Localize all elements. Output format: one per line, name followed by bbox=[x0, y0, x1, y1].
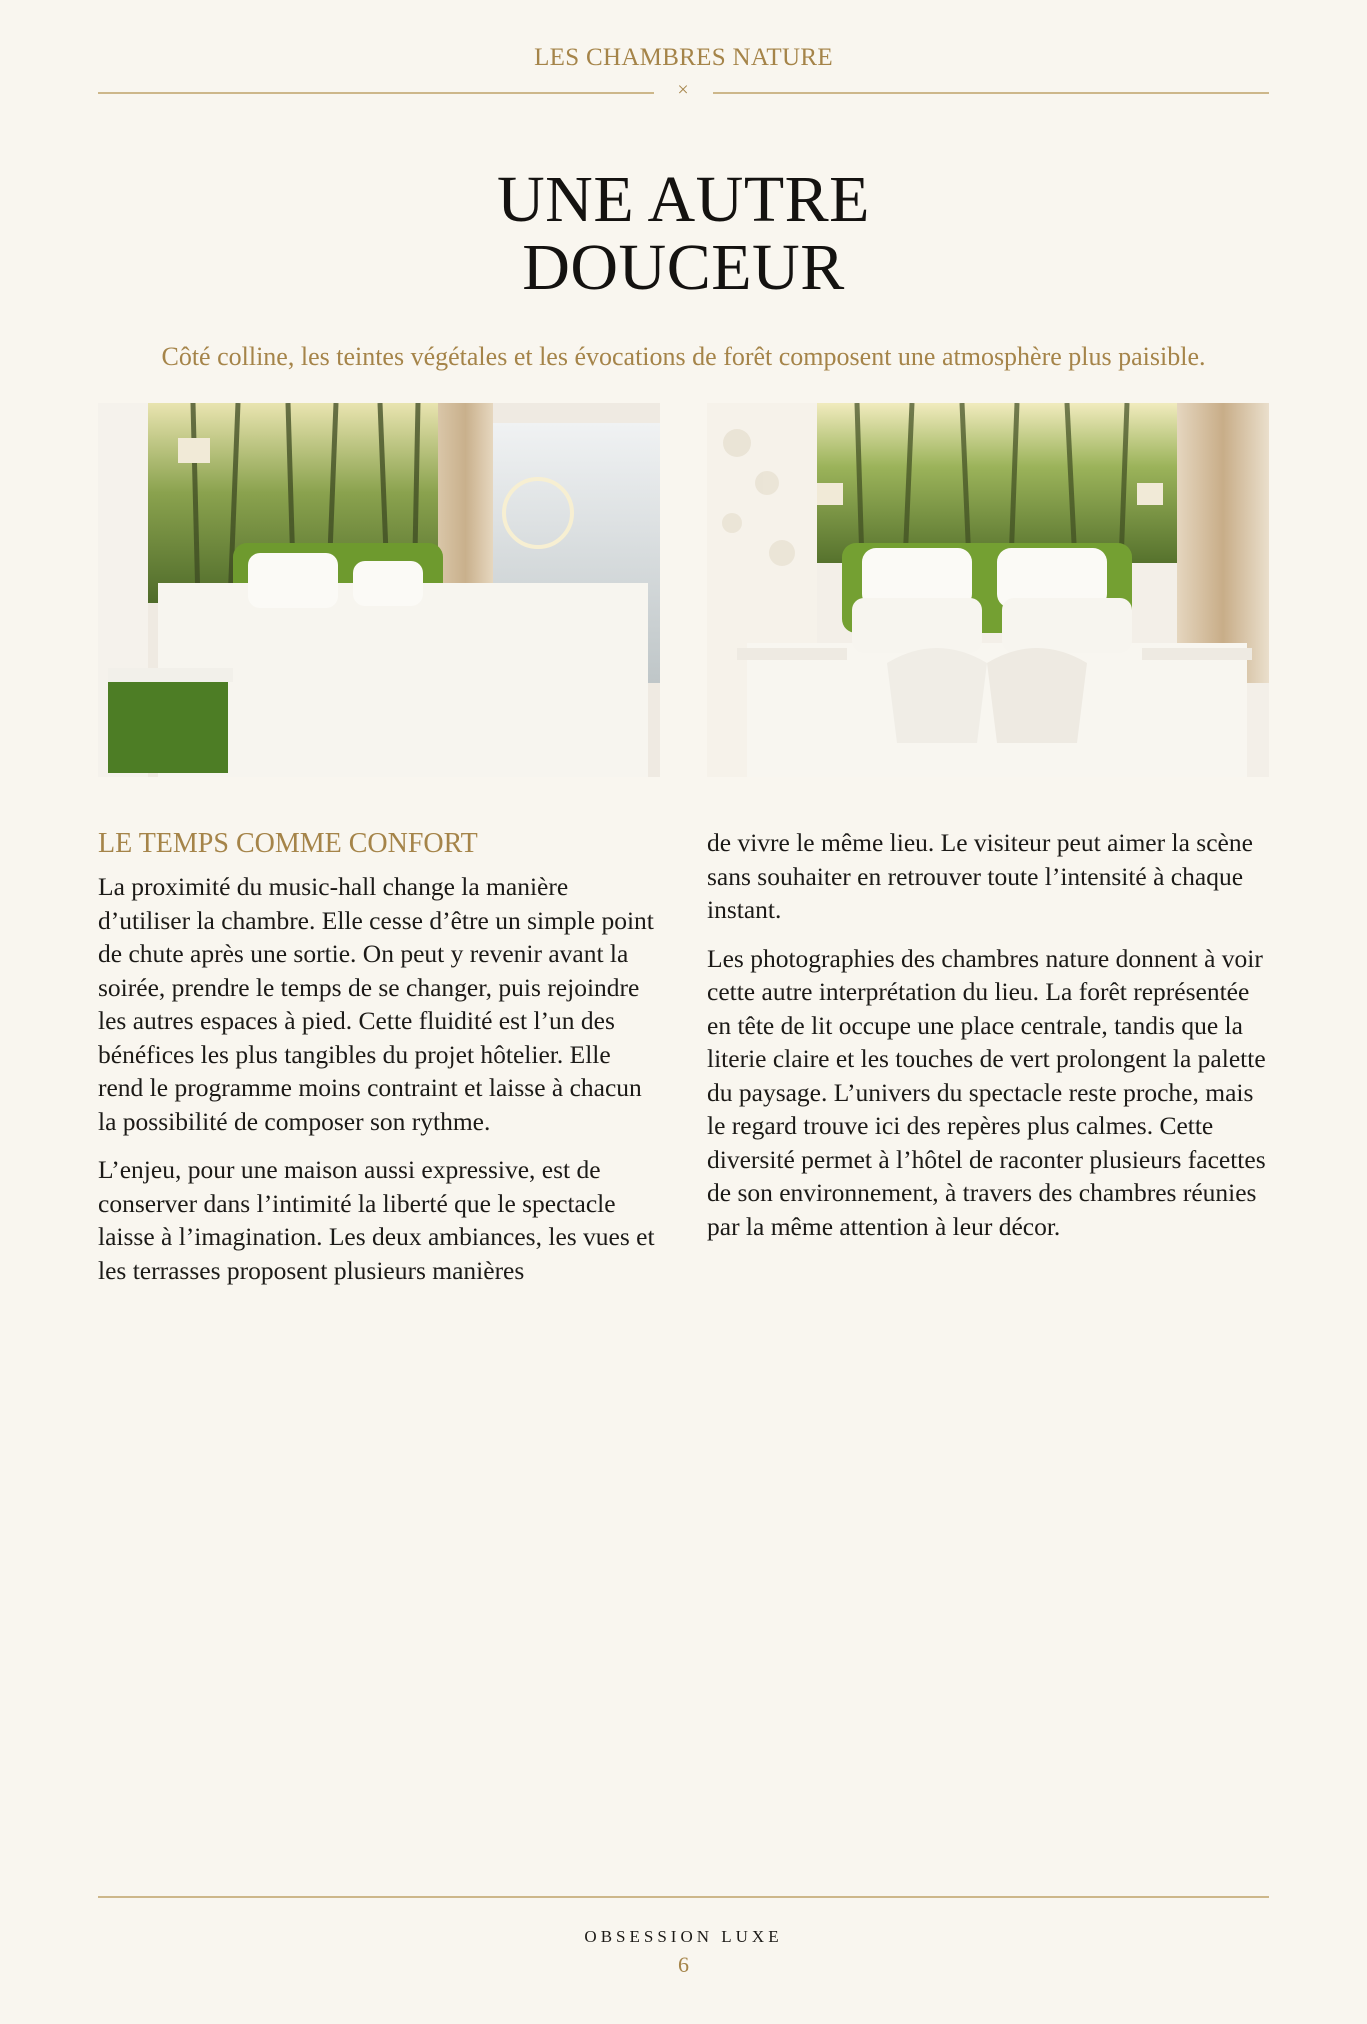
page-title bbox=[98, 163, 1269, 304]
header-rule-left bbox=[98, 92, 654, 94]
footer-brand: OBSESSION LUXE bbox=[584, 1927, 783, 1946]
article-paragraph: L’enjeu, pour une maison aussi expressive, est de conserver dans l’intimité la liberté que le spectacle laisse à l’imagination. Les deux ambiances, les vues et les terrasses proposent plusieurs manières bbox=[98, 1155, 655, 1285]
header-ornament-icon: × bbox=[677, 79, 689, 101]
section-heading: LE TEMPS COMME CONFORT bbox=[98, 828, 478, 859]
bedroom-bathrobes-photo bbox=[707, 403, 1269, 777]
running-head: LES CHAMBRES NATURE bbox=[534, 44, 833, 71]
article-paragraph: de vivre le même lieu. Le visiteur peut aimer la scène sans souhaiter en retrouver toute l’intensité à chaque instant. bbox=[707, 828, 1253, 924]
footer-rule bbox=[98, 1896, 1269, 1898]
header-rule-right bbox=[713, 92, 1269, 94]
article-paragraph: Les photographies des chambres nature donnent à voir cette autre interprétation du lieu. La forêt représentée en tête de lit occupe une place centrale, tandis que la literie claire et les touches de vert prolongent la palette du paysage. L’univers du spectacle reste proche, mais le regard trouve ici des repères plus calmes. Cette diversité permet à l’hôtel de raconter plusieurs facettes de son environnement, à travers des chambres réunies par la même attention à leur décor. bbox=[707, 943, 1266, 1241]
article-column-right bbox=[707, 826, 1269, 1258]
article-paragraph: La proximité du music-hall change la manière d’utiliser la chambre. Elle cesse d’être un simple point de chute après une sortie. On peut y revenir avant la soirée, prendre le temps de se changer, puis rejoindre les autres espaces à pied. Cette fluidité est l’un des bénéfices les plus tangibles du projet hôtelier. Elle rend le programme moins contraint et laisse à chacun la possibilité de composer son rythme. bbox=[98, 872, 654, 1136]
subtitle: Côté colline, les teintes végétales et les évocations de forêt composent une atmosphère plus paisible. bbox=[161, 342, 1206, 371]
title-line-2: DOUCEUR bbox=[522, 231, 845, 304]
article-column-left bbox=[98, 826, 660, 1302]
page-number: 6 bbox=[678, 1952, 689, 1977]
bedroom-forest-mural-photo bbox=[98, 403, 660, 777]
title-line-1: UNE AUTRE bbox=[497, 163, 870, 236]
